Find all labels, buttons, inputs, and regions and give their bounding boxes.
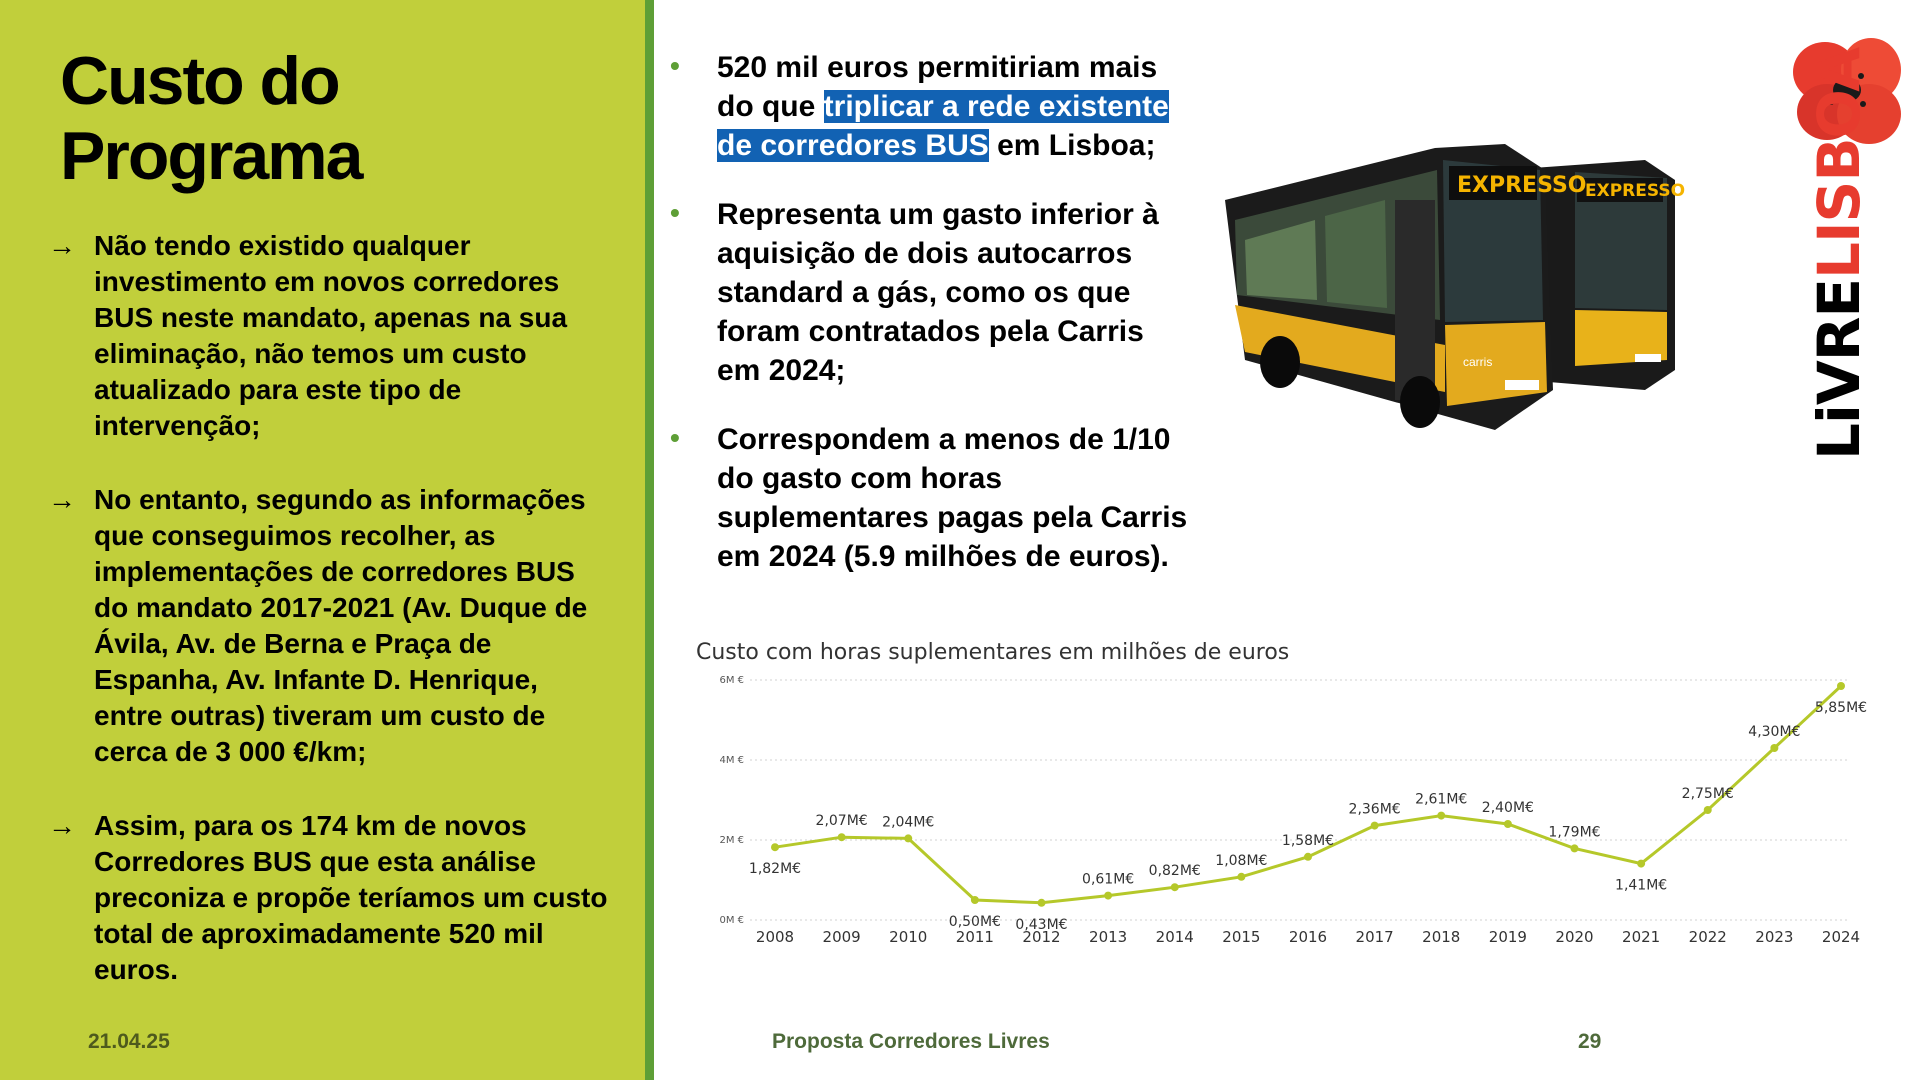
data-label: 2,36M€	[1348, 801, 1401, 818]
x-tick-label: 2011	[955, 928, 994, 946]
data-point	[1504, 820, 1512, 828]
right-bullet-text: Representa um gasto inferior à aquisição de dois autocarros standard a gás, como os que foram contratados pela Carris em 2024;	[717, 198, 1159, 387]
data-label: 0,43M€	[1015, 916, 1068, 933]
x-tick-label: 2019	[1488, 928, 1527, 946]
right-bullet-list	[670, 48, 1190, 606]
panel-divider	[645, 0, 654, 1080]
data-point	[1637, 860, 1645, 868]
right-bullet-item	[670, 420, 1190, 576]
data-point	[1038, 899, 1046, 907]
right-bullet-item	[670, 195, 1190, 390]
x-tick-label: 2016	[1288, 928, 1328, 946]
y-tick-label: 0M €	[719, 915, 744, 926]
slide-title: Custo do Programa	[60, 43, 362, 194]
data-label: 4,30M€	[1748, 724, 1801, 740]
page-number: 29	[1578, 1030, 1602, 1053]
footer-title: Proposta Corredores Livres	[772, 1030, 1050, 1053]
bus-brand-text: carris	[1463, 355, 1493, 369]
y-tick-label: 4M €	[719, 755, 744, 766]
data-label: 1,58M€	[1281, 832, 1335, 849]
left-bullet-item	[48, 808, 608, 988]
x-tick-label: 2022	[1688, 928, 1727, 946]
data-point	[1371, 822, 1379, 830]
overtime-cost-line-chart	[690, 670, 1870, 970]
arrow-icon: →	[48, 484, 76, 515]
bus-image	[1205, 130, 1780, 450]
logo-lisboa: LISBOA	[1805, 47, 1873, 279]
highlighted-text: triplicar a rede existente de corredores BUS	[717, 90, 1169, 162]
data-label: 0,82M€	[1148, 863, 1201, 880]
x-tick-label: 2018	[1422, 928, 1461, 946]
y-tick-label: 2M €	[719, 835, 744, 846]
bullet-dot-icon: •	[670, 50, 680, 81]
front-bus-icon	[1225, 144, 1587, 430]
data-label: 2,75M€	[1681, 786, 1734, 802]
data-point	[1304, 853, 1312, 861]
x-tick-label: 2010	[889, 928, 928, 946]
data-point	[1171, 883, 1179, 891]
data-label: 2,40M€	[1481, 800, 1534, 816]
data-point	[1104, 892, 1112, 900]
logo-livre: LiVRE	[1805, 278, 1873, 460]
x-tick-label: 2012	[1022, 928, 1061, 946]
data-label: 1,08M€	[1215, 852, 1268, 869]
bullet-text-start: 520 mil euros permitiriam mais do que	[717, 51, 1158, 123]
x-tick-label: 2008	[755, 928, 795, 946]
data-point	[904, 834, 912, 842]
bullet-text-end: em Lisboa;	[988, 129, 1156, 162]
data-point	[771, 843, 779, 851]
data-point	[838, 833, 846, 841]
front-bus-destination: EXPRESSO	[1457, 173, 1587, 198]
x-tick-label: 2009	[822, 928, 861, 946]
data-point	[971, 896, 979, 904]
data-point	[1770, 744, 1778, 752]
left-bullet-text: Assim, para os 174 km de novos Corredores BUS que esta análise preconiza e propõe teríamos um custo total de aproximadamente 520 mil euros.	[94, 810, 608, 985]
bullet-dot-icon: •	[670, 422, 680, 453]
rear-bus-destination: EXPRESSO	[1585, 181, 1686, 201]
left-bullet-list	[48, 228, 608, 1026]
x-tick-label: 2021	[1622, 928, 1661, 946]
left-bullet-item	[48, 482, 608, 770]
x-tick-label: 2020	[1555, 928, 1594, 946]
bullet-dot-icon: •	[670, 197, 680, 228]
data-label: 1,82M€	[748, 861, 802, 878]
data-point	[1571, 844, 1579, 852]
x-tick-label: 2017	[1355, 928, 1394, 946]
data-point	[1837, 682, 1845, 690]
x-tick-label: 2013	[1089, 928, 1128, 946]
slide-date: 21.04.25	[88, 1030, 170, 1053]
y-tick-label: 6M €	[719, 675, 744, 686]
right-bullet-text: Correspondem a menos de 1/10 do gasto com horas suplementares pagas pela Carris em 2024 (5.9 milhões de euros).	[717, 423, 1188, 573]
left-bullet-text: Não tendo existido qualquer investimento em novos corredores BUS neste mandato, apenas na sua eliminação, não temos um custo atualizado para este tipo de intervenção;	[94, 230, 568, 441]
data-label: 2,61M€	[1415, 791, 1468, 808]
left-bullet-item	[48, 228, 608, 444]
x-tick-label: 2015	[1222, 928, 1261, 946]
chart-title: Custo com horas suplementares em milhões de euros	[696, 640, 1290, 665]
arrow-icon: →	[48, 230, 76, 261]
data-label: 2,07M€	[815, 813, 868, 830]
x-tick-label: 2014	[1155, 928, 1194, 946]
data-label: 5,85M€	[1814, 700, 1868, 716]
data-label: 0,61M€	[1082, 871, 1135, 888]
x-tick-label: 2023	[1755, 928, 1794, 946]
data-point	[1437, 812, 1445, 820]
data-point	[1237, 873, 1245, 881]
right-bullet-item	[670, 48, 1190, 165]
brand-logo-text	[1805, 47, 1873, 460]
data-label: 1,79M€	[1548, 824, 1601, 841]
left-bullet-text: No entanto, segundo as informações que conseguimos recolher, as implementações de corredores BUS do mandato 2017-2021 (Av. Duque de Ávila, Av. de Berna e Praça de Espanha, Av. Infante D. Henrique, entre outras) tiveram um custo de cerca de 3 000 €/km;	[94, 484, 588, 767]
data-label: 0,50M€	[948, 914, 1001, 930]
data-label: 2,04M€	[882, 814, 935, 831]
arrow-icon: →	[48, 810, 76, 841]
x-tick-label: 2024	[1821, 928, 1861, 946]
data-label: 1,41M€	[1615, 877, 1668, 894]
data-point	[1704, 806, 1712, 814]
